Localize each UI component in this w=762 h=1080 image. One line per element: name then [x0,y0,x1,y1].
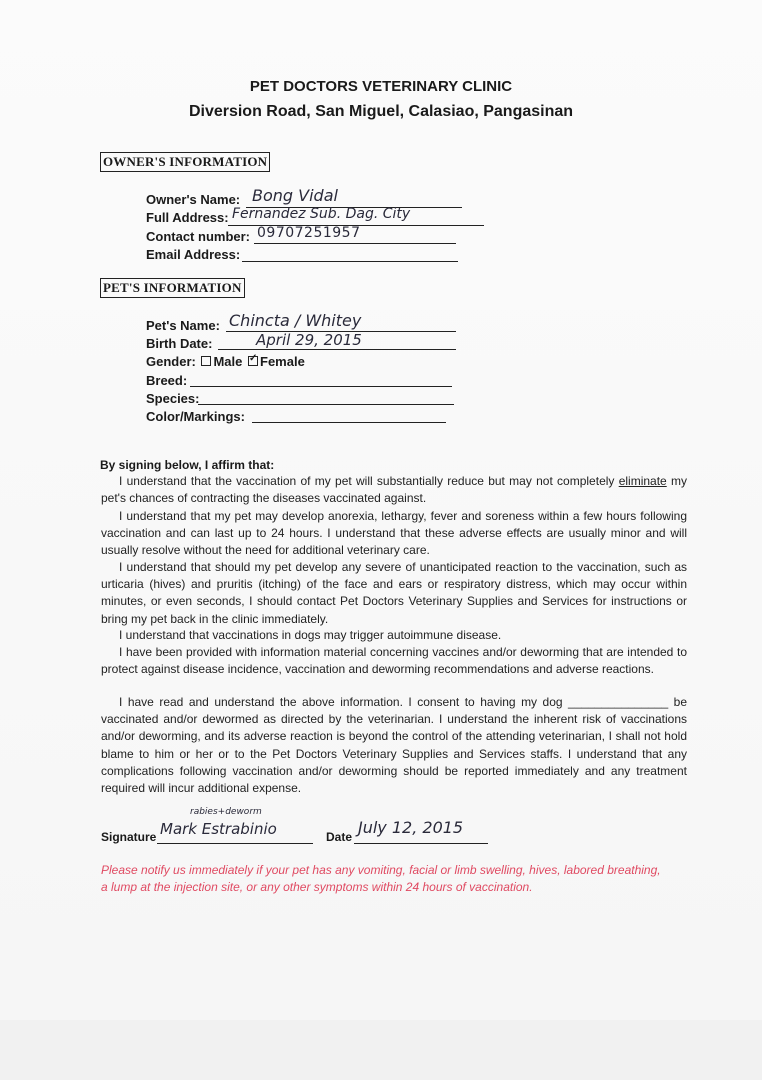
affirmation-paragraph-5: I have been provided with information material concerning vaccines and/or deworming that are intended to protect against disease incidence, vaccination and deworming recommendations and adverse reactions. [101,645,687,677]
color-field[interactable] [252,422,446,423]
affirmation-paragraph-6: I have read and understand the above information. I consent to having my dog _______________ be vaccinated and/or dewormed as directed by the veterinarian. I understand the inherent risk of vaccinations and/or deworming, and its adverse reaction is beyond the control of the attending veterinarian, I shall not hold blame to him or her or to the Pet Doctors Veterinary Supplies and Services staffs. I understand that any complications following vaccination and/or deworming should be reported immediately and any treatment required will incur additional expense. [101,695,687,796]
breed-label: Breed: [146,373,188,388]
birth-date-field[interactable]: April 29, 2015 [256,331,362,349]
contact-field[interactable]: 09707251957 [257,225,361,241]
gender-label: Gender: [146,354,196,369]
pet-name-field[interactable]: Chincta / Whitey [229,311,362,330]
address-field[interactable]: Fernandez Sub. Dag. City [232,206,411,222]
contact-label: Contact number: [146,229,250,244]
contact-line [254,243,456,244]
species-label: Species: [146,391,200,406]
p1-text-a: I understand that the vaccination of my pet will substantially reduce but may not completely [119,474,619,488]
affirmation-paragraph-4: I understand that vaccinations in dogs may trigger autoimmune disease. [119,628,502,642]
scan-margin [0,1020,762,1080]
gender-row [146,354,305,369]
male-label: Male [213,354,243,369]
address-label: Full Address: [146,210,229,225]
p1-underlined: eliminate [618,474,667,488]
color-label: Color/Markings: [146,409,245,424]
email-label: Email Address: [146,247,241,262]
affirmation-heading: By signing below, I affirm that: [100,458,275,472]
pet-name-label: Pet's Name: [146,318,220,333]
signature-note: rabies+deworm [190,807,262,817]
birth-date-label: Birth Date: [146,336,213,351]
p1-text-b: my pet's chances of contracting the diseases vaccinated against. [101,474,687,506]
breed-field[interactable] [190,386,452,387]
affirmation-paragraph-3: I understand that should my pet develop any severe of unanticipated reaction to the vaccination, such as urticaria (hives) and pruritis (itching) of the face and ears or respiratory distress, which may occur within minutes, or even seconds, I should contact Pet Doctors Veterinary Supplies and Services for instructions or bring my pet back in the clinic immediately. [101,560,687,626]
owner-name-label: Owner's Name: [146,192,241,207]
female-checkbox[interactable] [248,353,258,366]
affirmation-paragraph-1 [101,473,687,507]
signature-line [157,843,313,844]
pet-section-title: PET'S INFORMATION [100,278,245,298]
check-mark-icon: ✓ [249,353,258,364]
female-label: Female [260,354,305,369]
owner-name-field[interactable]: Bong Vidal [252,186,338,205]
affirmation-paragraph-2: I understand that my pet may develop anorexia, lethargy, fever and soreness within a few hours following vaccination and can last up to 24 hours. I understand that these adverse effects are usually minor and will usually resolve without the need for additional veterinary care. [101,509,687,558]
footer-warning-note: Please notify us immediately if your pet has any vomiting, facial or limb swelling, hives, labored breathing, a lump at the injection site, or any other symptoms within 24 hours of vaccination. [101,863,661,894]
species-field[interactable] [198,404,454,405]
birth-date-line [218,349,456,350]
clinic-name: PET DOCTORS VETERINARY CLINIC [249,78,513,95]
signature-label: Signature [101,830,157,844]
signature-field[interactable]: Mark Estrabinio [160,820,277,838]
date-line [354,843,488,844]
owner-section-title: OWNER'S INFORMATION [100,152,270,172]
date-label: Date [326,830,353,844]
date-field[interactable]: July 12, 2015 [358,818,464,837]
male-checkbox[interactable] [201,356,211,366]
clinic-address: Diversion Road, San Miguel, Calasiao, Pangasinan [188,103,574,120]
email-line [242,261,458,262]
